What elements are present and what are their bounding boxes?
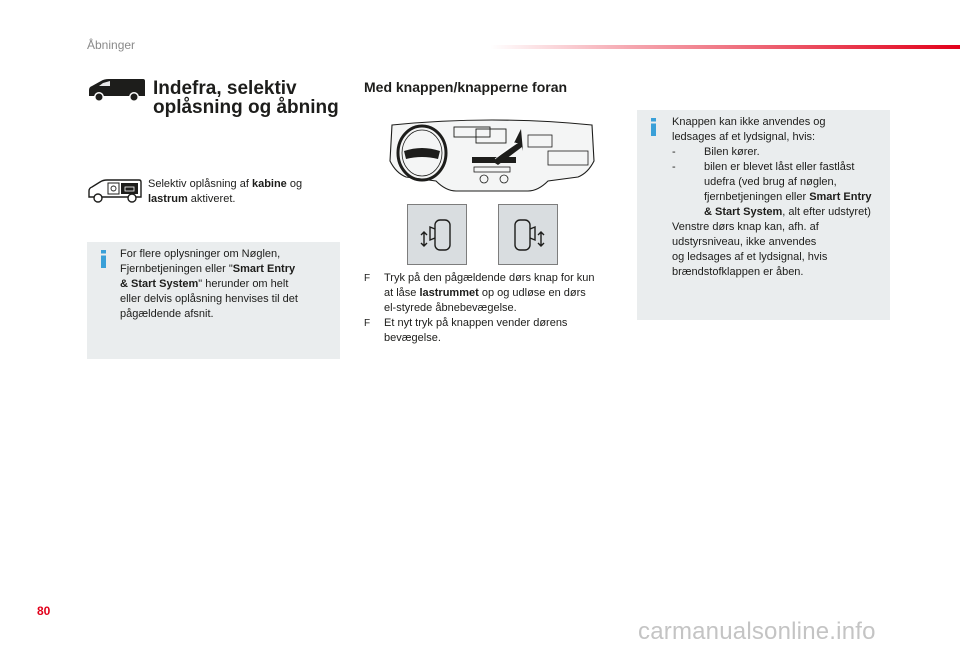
info-text-left: For flere oplysninger om Nøglen, Fjernbetjeningen eller "Smart Entry & Start System" herunder om helt eller delvis oplåsning henvises til det pågældende afsnit. [120,248,298,320]
column-title: Med knappen/knapperne foran [364,79,568,95]
section-title: Indefra, selektiv oplåsning og åbning [153,78,339,118]
info-box-left [87,242,340,359]
selective-unlock-icon [87,178,143,204]
page-number: 80 [37,604,51,618]
list-item: F Et nyt tryk på knappen vender dørens bevægelse. [364,317,568,344]
list-item: F Tryk på den pågældende dørs knap for kun at låse lastrummet op og udløse en dørs el-styrede åbnebevægelse. [364,272,595,314]
door-right-button[interactable] [498,204,558,265]
dashboard-illustration [388,117,596,197]
door-left-button[interactable] [407,204,467,265]
info-text-right: Knappen kan ikke anvendes og ledsages af et lydsignal, hvis: - Bilen kører. - bilen er blevet låst eller fastlåst udefra (ved brug af nøglen, fjernbetjeningen eller Smart Entry & Start System, alt efter udstyret) Venstre dørs knap kan, afh. af udstyrsniveau, ikke anvendes og ledsages af et lydsignal, hvis brændstofklappen er åben. [672,115,885,280]
list-item: - Bilen kører. [672,146,760,158]
door-right-button-icon [499,205,557,264]
instruction-list [364,271,624,346]
section-header: Åbninger [87,38,136,52]
watermark: carmanualsonline.info [638,618,876,645]
door-left-button-icon [408,205,466,264]
info-box-right [637,110,890,320]
bullet-marker: F [364,318,371,329]
van-icon [87,78,147,104]
selective-unlock-text: Selektiv oplåsning af kabine og lastrum aktiveret. [148,178,303,205]
info-icon [647,118,661,136]
info-icon [97,250,111,268]
bullet-marker: F [364,273,371,284]
list-item: - bilen er blevet låst eller fastlåst udefra (ved brug af nøglen, fjernbetjeningen eller Smart Entry & Start System, alt efter udstyret) [672,161,872,218]
header-accent-bar [490,45,960,49]
